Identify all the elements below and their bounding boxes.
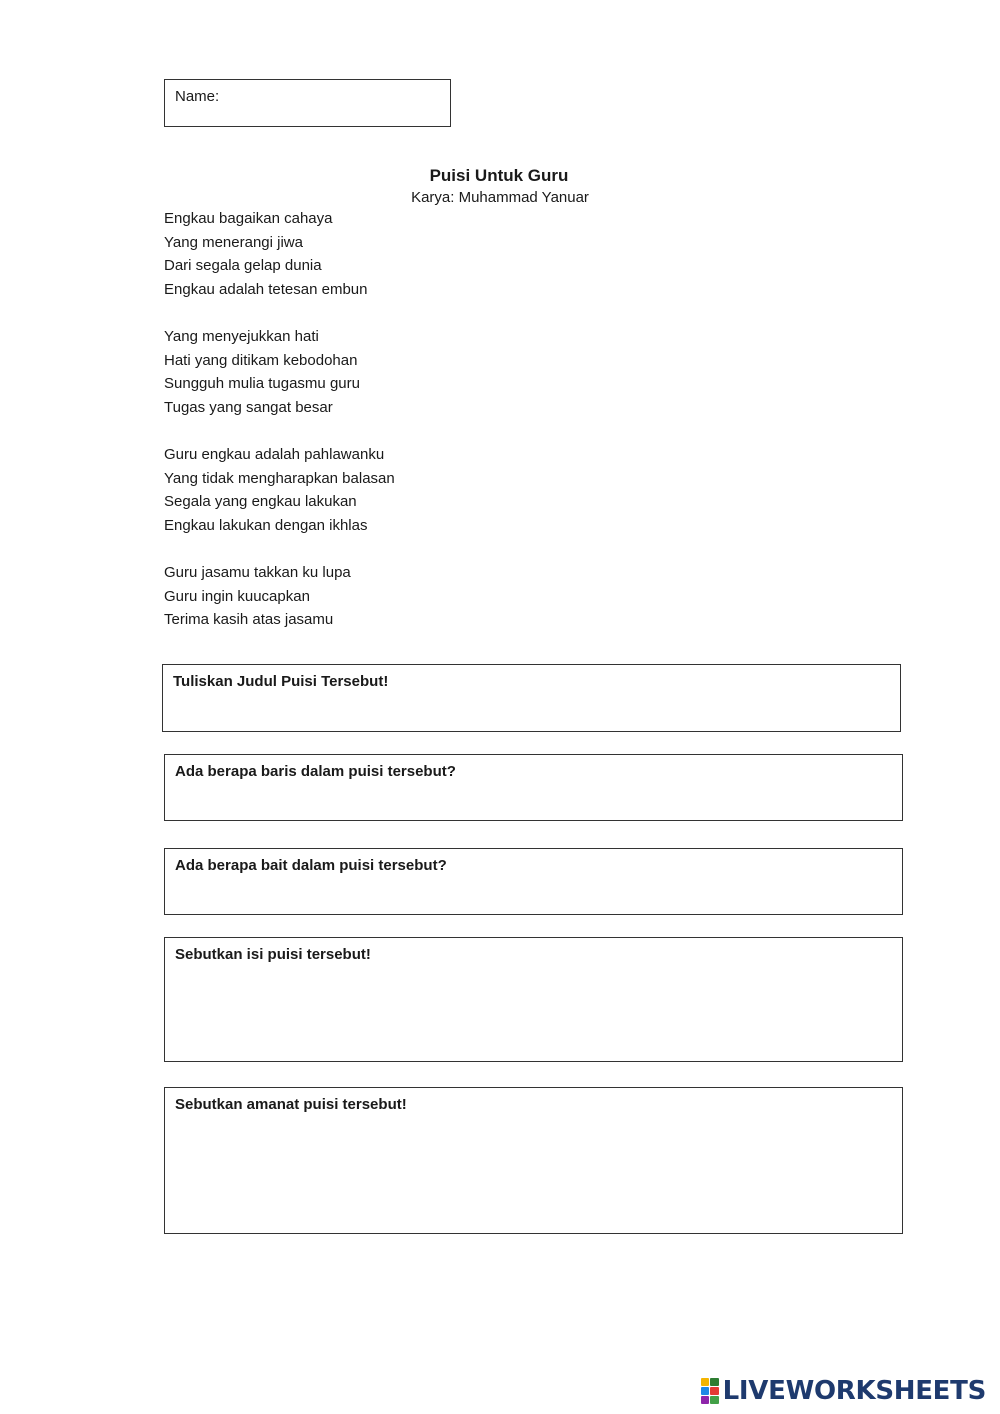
poem-title: Puisi Untuk Guru xyxy=(429,166,569,185)
answer-box-content[interactable] xyxy=(164,937,903,1062)
logo-text: LIVEWORKSHEETS xyxy=(722,1376,986,1406)
poem-line: Sungguh mulia tugasmu guru xyxy=(164,375,360,392)
poem-line: Segala yang engkau lakukan xyxy=(164,493,357,510)
poem-line: Terima kasih atas jasamu xyxy=(164,611,334,628)
answer-box-stanza-count[interactable] xyxy=(164,848,903,915)
poem-stanza-4 xyxy=(164,561,351,632)
question-prompt: Ada berapa bait dalam puisi tersebut? xyxy=(175,857,447,874)
logo-block xyxy=(710,1378,719,1386)
answer-box-message[interactable] xyxy=(164,1087,903,1234)
poem-line: Yang menerangi jiwa xyxy=(164,233,303,251)
poem-line: Guru engkau adalah pahlawanku xyxy=(164,446,385,463)
poem-stanza-2 xyxy=(164,325,360,419)
poem-line: Engkau bagaikan cahaya xyxy=(164,210,333,227)
poem-line: Yang tidak mengharapkan balasan xyxy=(164,469,395,487)
logo-block xyxy=(710,1396,719,1404)
poem-line: Guru ingin kuucapkan xyxy=(164,587,310,605)
name-label: Name: xyxy=(175,88,220,105)
poem-line: Engkau adalah tetesan embun xyxy=(164,280,368,298)
poem-line: Hati yang ditikam kebodohan xyxy=(164,351,358,369)
liveworksheets-logo xyxy=(701,1374,986,1408)
question-prompt: Tuliskan Judul Puisi Tersebut! xyxy=(173,673,389,690)
poem-line: Yang menyejukkan hati xyxy=(164,328,319,345)
poem-line: Tugas yang sangat besar xyxy=(164,398,333,416)
poem-line: Dari segala gelap dunia xyxy=(164,257,322,274)
question-prompt: Sebutkan isi puisi tersebut! xyxy=(175,946,371,963)
answer-box-title[interactable] xyxy=(162,664,901,732)
poem-line: Guru jasamu takkan ku lupa xyxy=(164,564,351,581)
poem-stanza-3 xyxy=(164,443,395,537)
answer-box-line-count[interactable] xyxy=(164,754,903,821)
name-field[interactable] xyxy=(164,79,451,127)
logo-block xyxy=(701,1387,710,1395)
poem-author: Karya: Muhammad Yanuar xyxy=(411,189,589,206)
poem-stanza-1 xyxy=(164,207,368,301)
logo-block xyxy=(701,1378,710,1386)
logo-icon xyxy=(701,1378,719,1404)
poem-line: Engkau lakukan dengan ikhlas xyxy=(164,516,368,534)
question-prompt: Ada berapa baris dalam puisi tersebut? xyxy=(175,763,456,780)
logo-block xyxy=(710,1387,719,1395)
logo-block xyxy=(701,1396,710,1404)
question-prompt: Sebutkan amanat puisi tersebut! xyxy=(175,1096,407,1113)
